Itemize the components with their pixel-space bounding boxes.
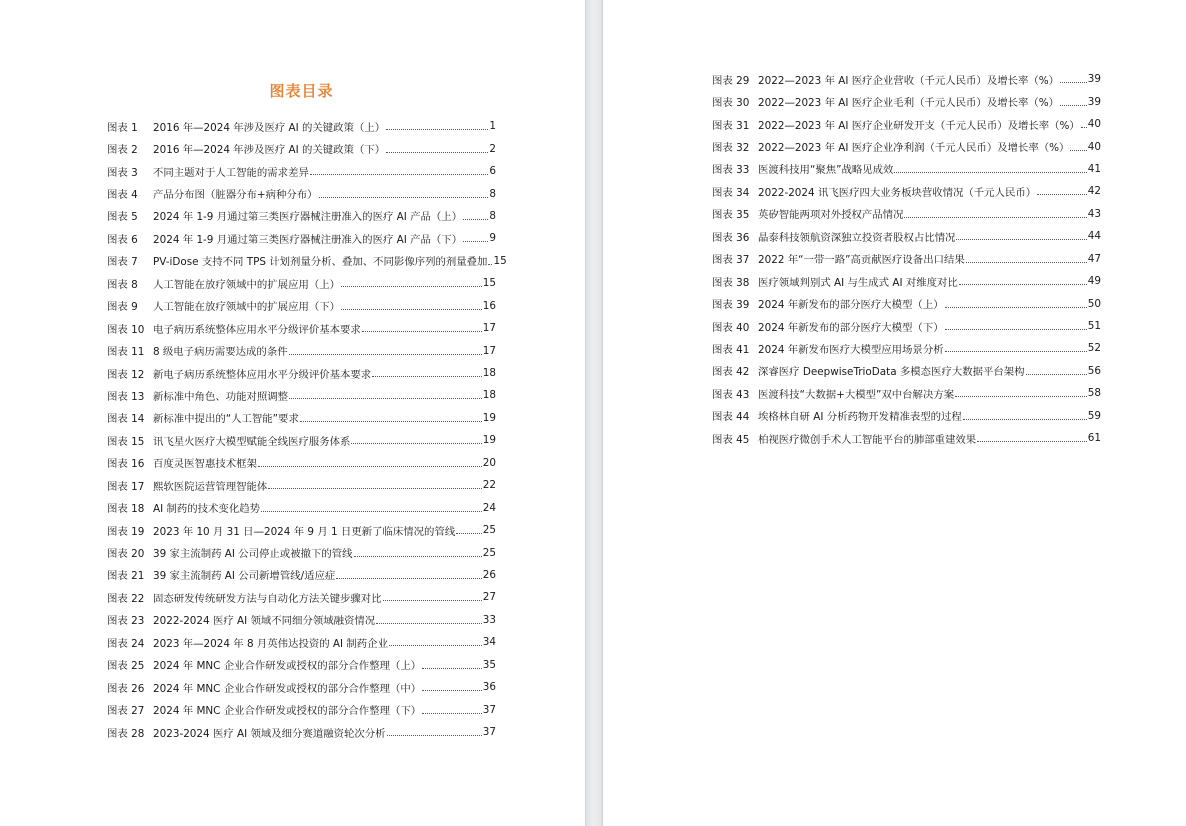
toc-leader-dots <box>383 599 482 601</box>
toc-entry-title: 2023 年 10 月 31 日—2024 年 9 月 1 日更新了临床情况的管线 <box>153 525 456 538</box>
toc-entry-page: 27 <box>482 591 496 604</box>
toc-entry-label: 图表 35 <box>712 209 750 222</box>
toc-entry-label: 图表 40 <box>712 321 750 334</box>
toc-entry-page: 2 <box>489 142 496 155</box>
toc-entry-page: 33 <box>482 613 496 626</box>
toc-entry-page: 40 <box>1087 140 1101 153</box>
toc-entry-page: 8 <box>489 187 496 200</box>
toc-leader-dots <box>354 555 482 557</box>
toc-entry-title: 2024 年新发布医疗大模型应用场景分析 <box>758 343 944 356</box>
toc-entry-title: 医渡科技“大数据+大模型”双中台解决方案 <box>758 388 955 401</box>
toc-entry[interactable] <box>712 292 1101 314</box>
toc-entry[interactable] <box>107 452 496 474</box>
toc-leader-dots <box>422 689 482 691</box>
toc-entry-title: 不同主题对于人工智能的需求差异 <box>153 166 309 179</box>
toc-entry-page: 25 <box>482 546 496 559</box>
toc-entry-page: 37 <box>482 703 496 716</box>
toc-entry[interactable] <box>107 317 496 339</box>
toc-entry[interactable] <box>712 270 1101 292</box>
toc-leader-dots <box>956 238 1086 240</box>
toc-leader-dots <box>376 622 482 624</box>
toc-leader-dots <box>268 487 481 489</box>
toc-entry-page: 36 <box>482 681 496 694</box>
toc-entry[interactable] <box>712 90 1101 112</box>
toc-entry[interactable] <box>712 337 1101 359</box>
toc-entry-label: 图表 11 <box>107 346 145 359</box>
toc-entry-label: 图表 4 <box>107 189 138 202</box>
toc-entry-title: 2022-2024 医疗 AI 领域不同细分领域融资情况 <box>153 615 376 628</box>
toc-leader-dots <box>387 734 482 736</box>
toc-entry[interactable] <box>712 248 1101 270</box>
toc-entry[interactable] <box>712 405 1101 427</box>
toc-entry-label: 图表 30 <box>712 97 750 110</box>
toc-entry-page: 26 <box>482 568 496 581</box>
toc-entry-label: 图表 34 <box>712 186 750 199</box>
toc-entry-page: 35 <box>482 658 496 671</box>
toc-leader-dots <box>1070 149 1086 151</box>
toc-entry-title: 熙软医院运营管理智能体 <box>153 480 268 493</box>
toc-entry[interactable] <box>712 203 1101 225</box>
toc-leader-dots <box>977 440 1087 442</box>
toc-entry[interactable] <box>712 427 1101 449</box>
toc-entry[interactable] <box>107 721 496 743</box>
toc-entry[interactable] <box>107 519 496 541</box>
toc-entry-title: 百度灵医智惠技术框架 <box>153 458 257 471</box>
toc-entry[interactable] <box>107 250 507 272</box>
toc-entry-label: 图表 6 <box>107 233 138 246</box>
toc-entry-title: 新标准中提出的“人工智能”要求 <box>153 413 299 426</box>
toc-leader-dots <box>351 442 481 444</box>
toc-entry-page: 24 <box>482 501 496 514</box>
toc-entry-label: 图表 32 <box>712 142 750 155</box>
toc-entry[interactable] <box>107 541 496 563</box>
toc-leader-dots <box>258 465 482 467</box>
toc-leader-dots <box>389 644 482 646</box>
toc-entry-page: 18 <box>482 367 496 380</box>
toc-entry-label: 图表 44 <box>712 411 750 424</box>
toc-entry-title: 2022—2023 年 AI 医疗企业研发开支（千元人民币）及增长率（%） <box>758 119 1080 132</box>
toc-leader-dots <box>289 353 482 355</box>
toc-leader-dots <box>336 577 481 579</box>
document-page-right <box>603 0 1186 826</box>
toc-entry[interactable] <box>712 225 1101 247</box>
document-page-left <box>0 0 585 826</box>
toc-leader-dots <box>1060 81 1087 83</box>
toc-entry[interactable] <box>107 160 496 182</box>
toc-entry[interactable] <box>107 474 496 496</box>
toc-leader-dots <box>963 418 1087 420</box>
toc-list-left <box>107 115 507 743</box>
toc-entry[interactable] <box>712 158 1101 180</box>
toc-entry-title: 2024 年 MNC 企业合作研发或授权的部分合作整理（下） <box>153 705 422 718</box>
toc-entry-page: 25 <box>482 524 496 537</box>
toc-entry[interactable] <box>712 113 1101 135</box>
toc-leader-dots <box>1081 126 1087 128</box>
toc-entry-page: 52 <box>1087 342 1101 355</box>
toc-entry-title: 2022—2023 年 AI 医疗企业营收（千元人民币）及增长率（%） <box>758 74 1060 87</box>
toc-leader-dots <box>372 375 482 377</box>
toc-entry-title: 固态研发传统研发方法与自动化方法关键步骤对比 <box>153 592 382 605</box>
toc-entry-label: 图表 41 <box>712 343 750 356</box>
toc-entry-label: 图表 3 <box>107 166 138 179</box>
toc-leader-dots <box>319 196 489 198</box>
toc-entry-label: 图表 29 <box>712 74 750 87</box>
toc-entry-title: 新标准中角色、功能对照调整 <box>153 390 289 403</box>
toc-entry-page: 17 <box>482 322 496 335</box>
toc-entry-label: 图表 28 <box>107 727 145 740</box>
toc-entry-title: 电子病历系统整体应用水平分级评价基本要求 <box>153 323 361 336</box>
toc-entry-title: 2022 年“一带一路”高贡献医疗设备出口结果 <box>758 254 965 267</box>
toc-entry[interactable] <box>712 382 1101 404</box>
toc-entry[interactable] <box>107 362 496 384</box>
toc-entry-page: 8 <box>489 209 496 222</box>
toc-entry-label: 图表 26 <box>107 682 145 695</box>
toc-entry-title: 2022—2023 年 AI 医疗企业毛利（千元人民币）及增长率（%） <box>758 97 1060 110</box>
toc-leader-dots <box>945 350 1087 352</box>
toc-leader-dots <box>261 510 482 512</box>
toc-entry-title: 39 家主流制药 AI 公司新增管线/适应症 <box>153 570 336 583</box>
toc-entry-label: 图表 43 <box>712 388 750 401</box>
toc-entry-page: 43 <box>1087 207 1101 220</box>
toc-entry-title: 人工智能在放疗领域中的扩展应用（下） <box>153 301 341 314</box>
toc-entry-title: 2016 年—2024 年涉及医疗 AI 的关键政策（下） <box>153 144 386 157</box>
toc-entry[interactable] <box>107 496 496 518</box>
toc-entry-title: 8 级电子病历需要达成的条件 <box>153 346 288 359</box>
toc-leader-dots <box>463 218 488 220</box>
toc-entry-title: 讯飞星火医疗大模型赋能全线医疗服务体系 <box>153 435 351 448</box>
toc-entry-page: 56 <box>1087 364 1101 377</box>
toc-entry-page: 9 <box>489 232 496 245</box>
toc-entry-label: 图表 27 <box>107 705 145 718</box>
toc-entry-page: 37 <box>482 726 496 739</box>
toc-entry-title: 2024 年 MNC 企业合作研发或授权的部分合作整理（中） <box>153 682 422 695</box>
toc-entry-page: 42 <box>1087 185 1101 198</box>
toc-entry[interactable] <box>107 227 496 249</box>
toc-leader-dots <box>894 171 1086 173</box>
toc-entry-label: 图表 21 <box>107 570 145 583</box>
toc-leader-dots <box>341 308 482 310</box>
toc-entry[interactable] <box>712 180 1101 202</box>
toc-entry-label: 图表 31 <box>712 119 750 132</box>
toc-entry-page: 16 <box>482 299 496 312</box>
toc-entry-title: 2022-2024 讯飞医疗四大业务板块营收情况（千元人民币） <box>758 186 1037 199</box>
toc-entry-page: 34 <box>482 636 496 649</box>
toc-entry-title: 医渡科技用“聚焦”战略见成效 <box>758 164 894 177</box>
toc-entry-page: 50 <box>1087 297 1101 310</box>
toc-entry-page: 6 <box>489 165 496 178</box>
toc-entry[interactable] <box>107 339 496 361</box>
toc-entry-title: 2023-2024 医疗 AI 领域及细分赛道融资轮次分析 <box>153 727 386 740</box>
toc-entry-title: 医疗领域判别式 AI 与生成式 AI 对维度对比 <box>758 276 958 289</box>
toc-leader-dots <box>289 397 482 399</box>
toc-entry-page: 22 <box>482 479 496 492</box>
toc-leader-dots <box>456 532 482 534</box>
toc-entry-page: 59 <box>1087 409 1101 422</box>
toc-entry-title: AI 制药的技术变化趋势 <box>153 503 260 516</box>
toc-leader-dots <box>966 261 1087 263</box>
toc-entry-label: 图表 42 <box>712 366 750 379</box>
toc-entry-label: 图表 7 <box>107 256 138 269</box>
toc-entry[interactable] <box>107 182 496 204</box>
toc-entry-title: 2024 年新发布的部分医疗大模型（下） <box>758 321 944 334</box>
toc-leader-dots <box>955 395 1087 397</box>
toc-leader-dots <box>1026 373 1087 375</box>
toc-entry-title: 新电子病历系统整体应用水平分级评价基本要求 <box>153 368 372 381</box>
toc-leader-dots <box>386 128 488 130</box>
toc-leader-dots <box>300 420 482 422</box>
toc-entry-label: 图表 17 <box>107 480 145 493</box>
toc-entry-title: 2023 年—2024 年 8 月英伟达投资的 AI 制药企业 <box>153 637 388 650</box>
toc-entry[interactable] <box>712 360 1101 382</box>
toc-entry-page: 19 <box>482 411 496 424</box>
toc-entry-title: 2024 年 1-9 月通过第三类医疗器械注册准入的医疗 AI 产品（下） <box>153 233 463 246</box>
toc-entry-page: 20 <box>482 456 496 469</box>
toc-leader-dots <box>959 283 1087 285</box>
toc-entry-title: 埃格林自研 AI 分析药物开发精准表型的过程 <box>758 411 962 424</box>
toc-entry[interactable] <box>107 429 496 451</box>
toc-entry-label: 图表 16 <box>107 458 145 471</box>
toc-entry-title: 产品分布图（脏器分布+病种分布） <box>153 189 318 202</box>
toc-entry-label: 图表 22 <box>107 592 145 605</box>
toc-entry-label: 图表 25 <box>107 660 145 673</box>
toc-entry-label: 图表 24 <box>107 637 145 650</box>
toc-leader-dots <box>362 330 482 332</box>
toc-leader-dots <box>422 667 482 669</box>
toc-entry-label: 图表 36 <box>712 231 750 244</box>
toc-entry-page: 1 <box>489 120 496 133</box>
toc-entry-label: 图表 20 <box>107 548 145 561</box>
toc-entry-label: 图表 13 <box>107 390 145 403</box>
toc-entry-label: 图表 8 <box>107 278 138 291</box>
toc-leader-dots <box>341 285 482 287</box>
toc-entry-label: 图表 15 <box>107 435 145 448</box>
toc-entry-page: 41 <box>1087 162 1101 175</box>
toc-entry[interactable] <box>107 137 496 159</box>
toc-leader-dots <box>422 712 482 714</box>
toc-entry-label: 图表 37 <box>712 254 750 267</box>
toc-entry-page: 44 <box>1087 230 1101 243</box>
toc-entry-page: 15 <box>482 277 496 290</box>
toc-entry-title: 柏视医疗微创手术人工智能平台的肺部重建效果 <box>758 433 977 446</box>
toc-entry-page: 17 <box>482 344 496 357</box>
toc-entry-label: 图表 19 <box>107 525 145 538</box>
toc-title: 图表目录 <box>269 82 334 100</box>
toc-entry[interactable] <box>107 698 496 720</box>
toc-entry-title: 39 家主流制药 AI 公司停止或被撤下的管线 <box>153 548 353 561</box>
toc-entry-page: 39 <box>1087 95 1101 108</box>
toc-leader-dots <box>463 240 488 242</box>
toc-entry-title: 晶泰科技领航资深独立投资者股权占比情况 <box>758 231 956 244</box>
toc-entry-title: 人工智能在放疗领域中的扩展应用（上） <box>153 278 341 291</box>
toc-entry-page: 15 <box>493 254 507 267</box>
toc-leader-dots <box>1037 193 1087 195</box>
toc-entry-label: 图表 23 <box>107 615 145 628</box>
toc-entry-title: PV-iDose 支持不同 TPS 计划剂量分析、叠加、不同影像序列的剂量叠加 <box>153 256 488 269</box>
toc-leader-dots <box>1060 104 1087 106</box>
toc-entry-label: 图表 14 <box>107 413 145 426</box>
toc-entry[interactable] <box>107 676 496 698</box>
toc-entry-page: 39 <box>1087 73 1101 86</box>
toc-leader-dots <box>904 216 1086 218</box>
toc-entry-label: 图表 18 <box>107 503 145 516</box>
toc-entry-label: 图表 38 <box>712 276 750 289</box>
toc-entry-title: 深睿医疗 DeepwiseTrioData 多模态医疗大数据平台架构 <box>758 366 1025 379</box>
toc-entry[interactable] <box>107 609 496 631</box>
toc-entry[interactable] <box>107 115 496 137</box>
toc-entry-page: 58 <box>1087 387 1101 400</box>
toc-leader-dots <box>945 306 1087 308</box>
toc-entry-label: 图表 33 <box>712 164 750 177</box>
toc-list-right <box>712 68 1101 449</box>
toc-leader-dots <box>310 173 489 175</box>
toc-entry-label: 图表 39 <box>712 299 750 312</box>
toc-entry[interactable] <box>107 631 496 653</box>
toc-entry[interactable] <box>107 272 496 294</box>
toc-entry[interactable] <box>107 384 496 406</box>
toc-entry-page: 49 <box>1087 275 1101 288</box>
toc-entry-page: 61 <box>1087 432 1101 445</box>
toc-entry-page: 40 <box>1087 118 1101 131</box>
page-gutter <box>585 0 603 826</box>
toc-entry-title: 英矽智能两项对外授权产品情况 <box>758 209 904 222</box>
toc-leader-dots <box>386 151 488 153</box>
toc-entry[interactable] <box>107 564 496 586</box>
toc-entry-page: 51 <box>1087 320 1101 333</box>
toc-entry[interactable] <box>107 586 496 608</box>
toc-entry-title: 2024 年新发布的部分医疗大模型（上） <box>758 299 944 312</box>
toc-entry-title: 2016 年—2024 年涉及医疗 AI 的关键政策（上） <box>153 121 386 134</box>
toc-leader-dots <box>945 328 1087 330</box>
toc-entry[interactable] <box>107 407 496 429</box>
toc-entry[interactable] <box>107 295 496 317</box>
toc-entry-label: 图表 10 <box>107 323 145 336</box>
toc-leader-dots <box>488 263 492 265</box>
toc-entry-label: 图表 12 <box>107 368 145 381</box>
toc-entry[interactable] <box>712 68 1101 90</box>
toc-entry-label: 图表 5 <box>107 211 138 224</box>
toc-entry-page: 19 <box>482 434 496 447</box>
toc-entry-label: 图表 45 <box>712 433 750 446</box>
toc-entry-label: 图表 2 <box>107 144 138 157</box>
toc-entry-title: 2024 年 MNC 企业合作研发或授权的部分合作整理（上） <box>153 660 422 673</box>
toc-entry[interactable] <box>107 205 496 227</box>
toc-entry-label: 图表 9 <box>107 301 138 314</box>
toc-entry[interactable] <box>712 315 1101 337</box>
toc-entry-page: 47 <box>1087 252 1101 265</box>
toc-entry-title: 2024 年 1-9 月通过第三类医疗器械注册准入的医疗 AI 产品（上） <box>153 211 463 224</box>
toc-entry[interactable] <box>712 135 1101 157</box>
toc-entry-label: 图表 1 <box>107 121 138 134</box>
toc-entry-title: 2022—2023 年 AI 医疗企业净利润（千元人民币）及增长率（%） <box>758 142 1070 155</box>
toc-entry-page: 18 <box>482 389 496 402</box>
toc-entry[interactable] <box>107 654 496 676</box>
